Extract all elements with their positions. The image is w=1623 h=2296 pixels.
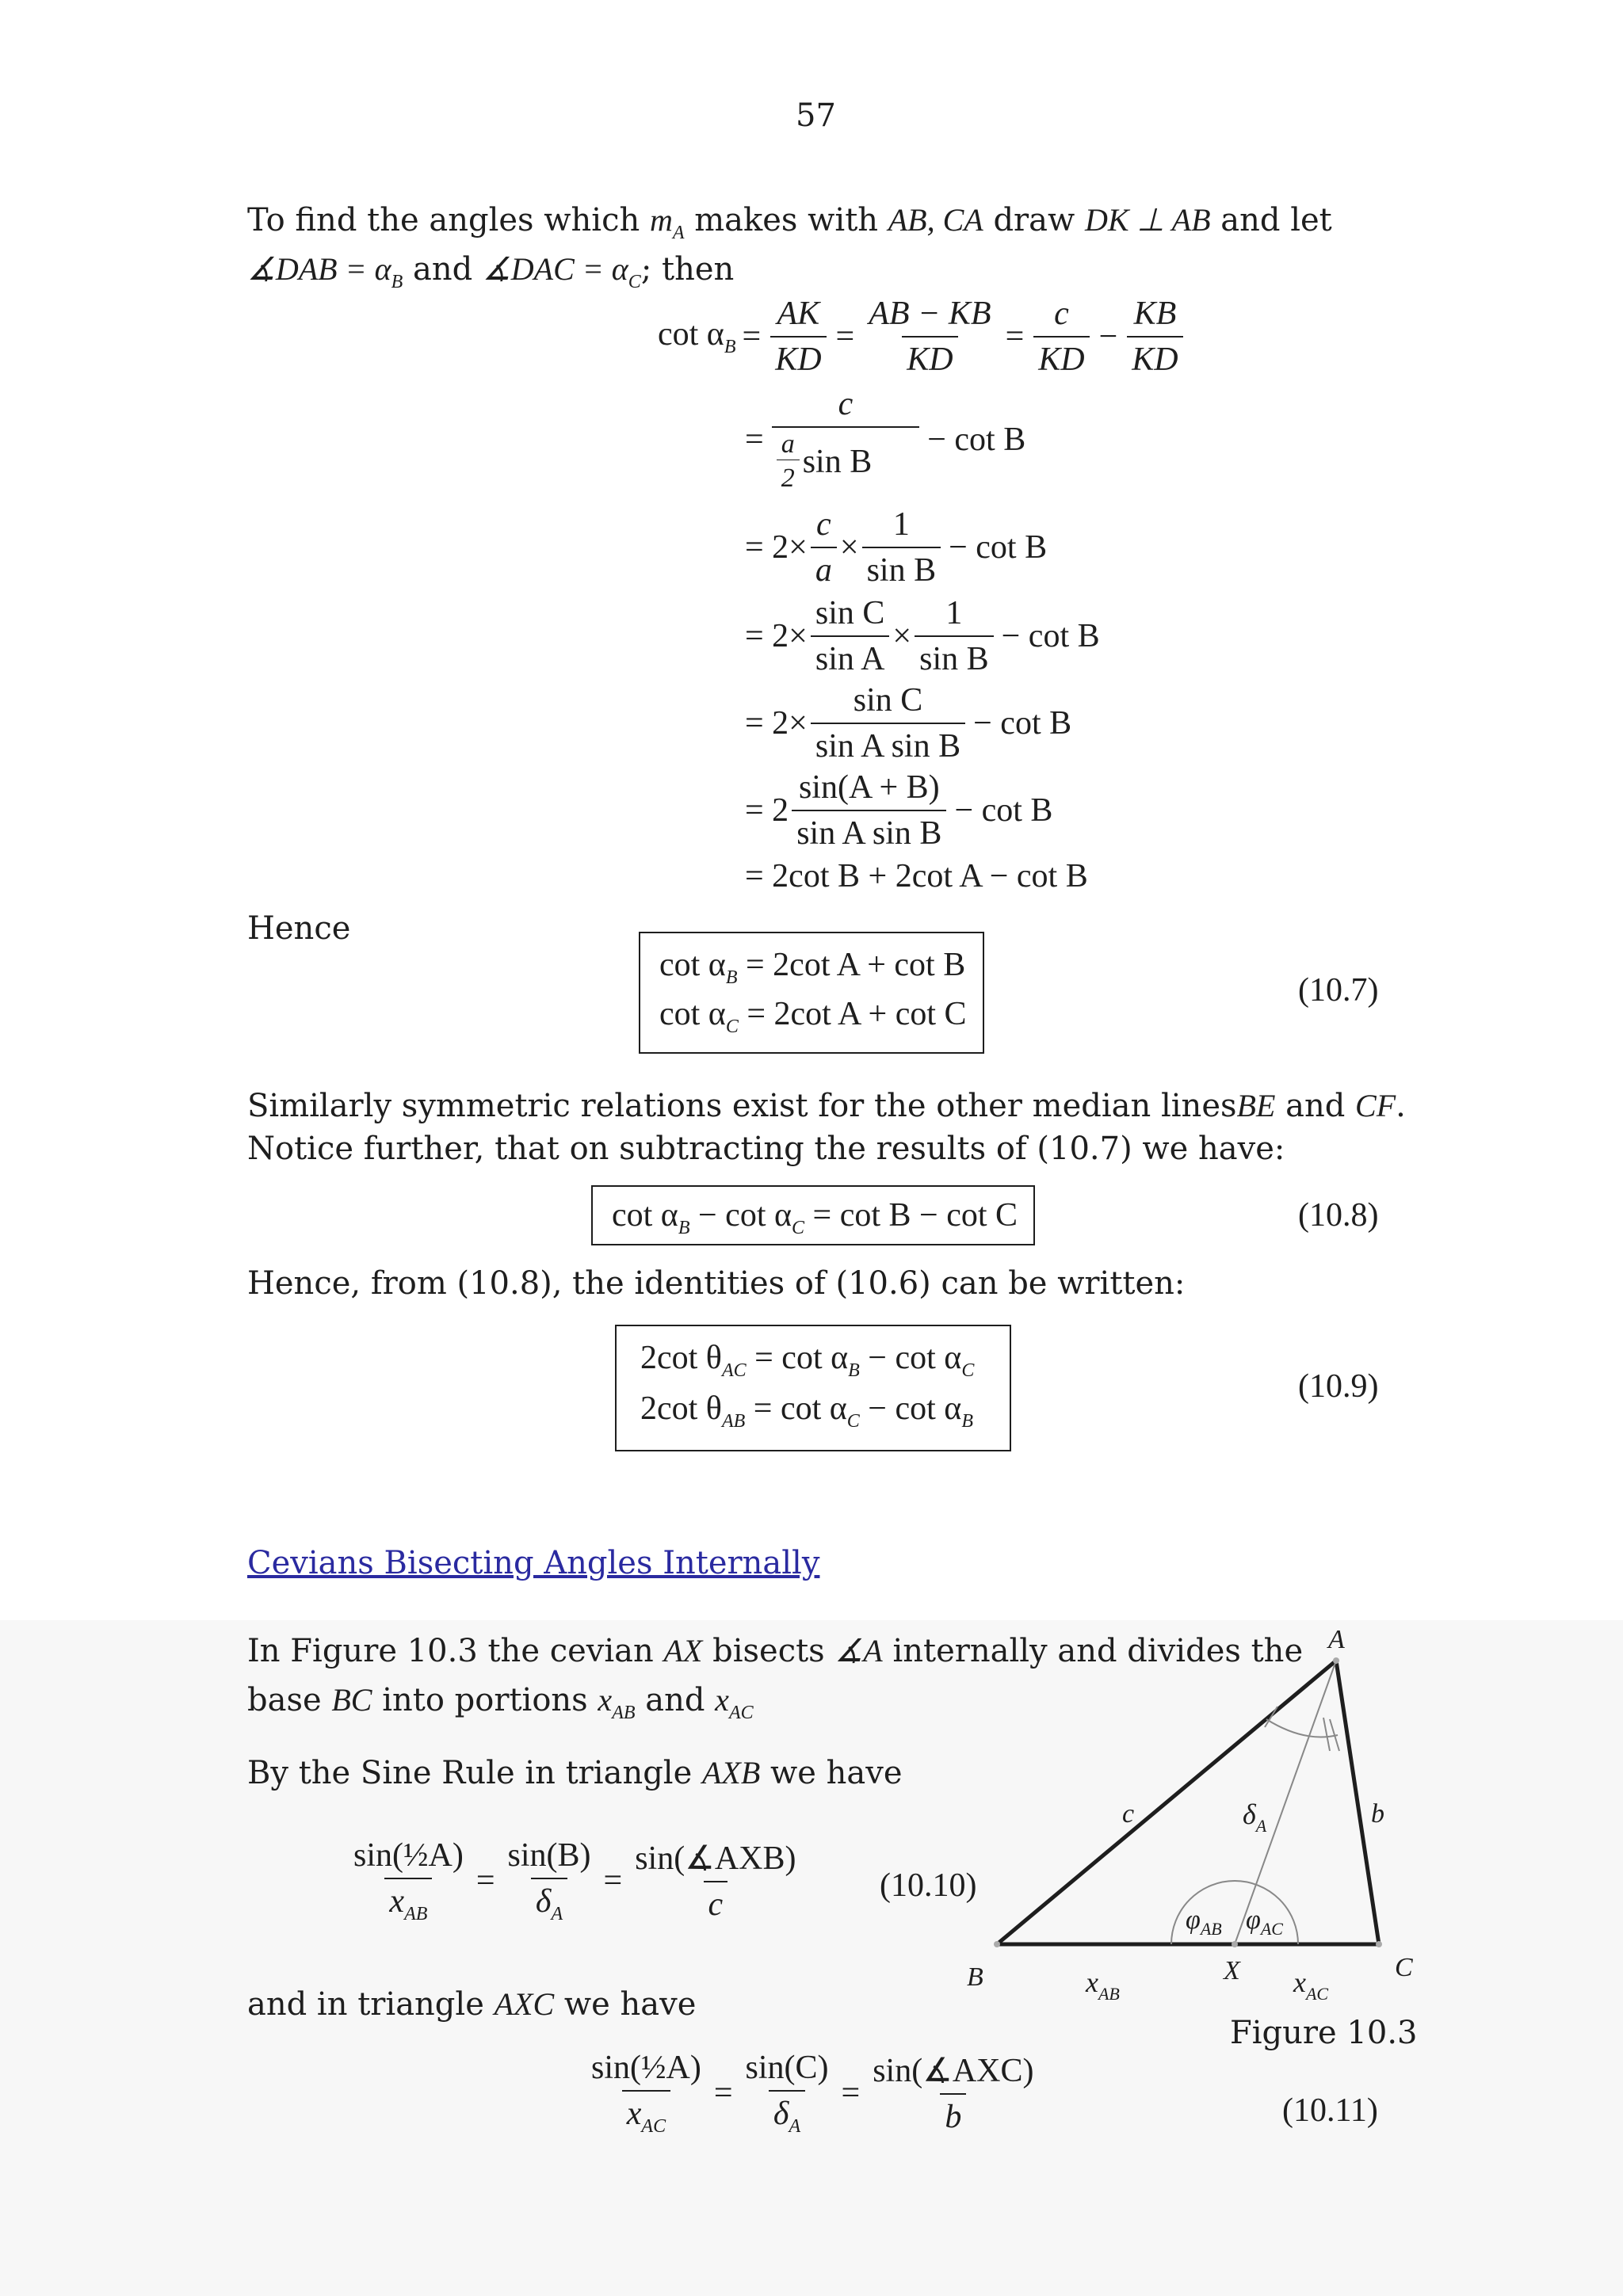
fraction-sinc-sina: $\frac{\text{sin C}}{\text{sin A}}$ <box>811 594 890 678</box>
intro-dk-perp: DK ⊥ AB <box>1084 202 1211 238</box>
fraction-ak-kd: $\frac{AK}{KD}$ <box>770 295 826 379</box>
point-x-label: X <box>1224 1956 1240 1985</box>
para-symmetric-line-2: Notice further, that on subtracting the results of (10.7) we have: <box>247 1131 1285 1167</box>
hence-label: Hence <box>247 910 351 947</box>
eq-10-9-line-1: 2cot $\theta_{AC} = \cot \alpha_B - \cot \alpha_C$ <box>640 1340 975 1381</box>
eq-10-8-content: $\cot \alpha_B - \cot \alpha_C = \cot B - \cot C$ <box>612 1197 1018 1238</box>
x-ab-label: $x_{AB}$ <box>1086 1966 1120 2004</box>
vertex-a-label: A <box>1328 1625 1345 1654</box>
eq-10-10-frac-1: $\frac{\text{sin(½A)}}{x_{AB}}$ <box>353 1837 464 1924</box>
derivation-row-6: = 2 $\frac{\sin(A + B)}{\text{sin A sin B}}$ − cot B <box>745 769 1053 852</box>
derivation-row-4: = 2× $\frac{\text{sin C}}{\text{sin A}}$ × $\frac{1}{\text{sin B}}$ − cot B <box>745 595 1100 677</box>
side-b-label: b <box>1371 1799 1384 1829</box>
fraction-1-sinb: $\frac{1}{\text{sin B}}$ <box>862 505 941 589</box>
equation-number-10-11: (10.11) <box>1282 2092 1378 2129</box>
side-c-label: c <box>1122 1799 1135 1829</box>
para-cevian-line-2: base BC into portions $x_{AB}$ and $x_{AC}$ <box>247 1682 754 1723</box>
eq-10-7-line-2: $\cot \alpha_C = 2\cot$ A + cot C <box>659 996 967 1037</box>
x-ac-label: $x_{AC}$ <box>1293 1966 1329 2004</box>
equation-10-11: $\frac{\text{sin(½A)}}{x_{AC}}$ = $\frac{\sin(C)}{\delta_A}$ = $\frac{\text{sin(∡AXC)}}{b}$ <box>583 2049 1042 2138</box>
intro-line-1 <box>247 200 1332 254</box>
fraction-1-sinb: $\frac{1}{\text{sin B}}$ <box>915 594 994 678</box>
minus-cot-b: − cot B <box>927 421 1026 458</box>
fraction-c-a: $\frac{c}{a}$ <box>811 505 837 589</box>
fraction-sinapb-sinasinb: $\frac{\sin(A + B)}{\text{sin A sin B}}$ <box>792 769 946 852</box>
figure-10-3-triangle <box>951 1624 1442 2036</box>
eq-10-7-line-1: $\cot \alpha_B = 2\cot$ A + cot B <box>659 947 966 988</box>
derivation-row-2: = c $\frac{a}{2}$ sin B − cot B <box>745 386 1026 493</box>
equation-10-10: $\frac{\text{sin(½A)}}{x_{AB}}$ = $\frac{\sin(B)}{\delta_A}$ = $\frac{\text{sin(∡AXB)}}{c}$ <box>346 1836 804 1925</box>
equation-number-10-9: (10.9) <box>1298 1368 1379 1405</box>
intro-draw: draw <box>993 202 1075 238</box>
derivation-row-5: = 2× $\frac{\text{sin C}}{\text{sin A sin B}}$ − cot B <box>745 682 1072 765</box>
fraction-sinc-sinasinb: $\frac{\text{sin C}}{\text{sin A sin B}}$ <box>811 681 965 765</box>
eq-10-11-frac-1: $\frac{\text{sin(½A)}}{x_{AC}}$ <box>591 2050 701 2137</box>
intro-then: ; then <box>640 251 735 288</box>
equation-box-10-7 <box>639 932 984 1054</box>
intro-and: and <box>413 251 473 288</box>
intro-text-b: makes with <box>694 202 879 238</box>
para-cevian-line-1: In Figure 10.3 the cevian AX bisects ∡A internally and divides the <box>247 1633 1304 1669</box>
phi-ac-label: $\varphi_{AC}$ <box>1246 1905 1283 1939</box>
derivation-row-1: $\cot \alpha_B$ = $\frac{AK}{KD}$ = $\frac{AB - KB}{KD}$ = $\frac{c}{KD}$ − $\frac{KB}{KD}$ <box>658 295 1186 379</box>
intro-ab-ca: AB, CA <box>888 202 983 238</box>
delta-a-label: $\delta_A$ <box>1243 1798 1267 1836</box>
eq-10-10-frac-2: $\frac{\sin(B)}{\delta_A}$ <box>507 1837 591 1924</box>
fraction-ab-kb-kd: $\frac{AB - KB}{KD}$ <box>869 296 991 378</box>
equation-number-10-7: (10.7) <box>1298 972 1379 1009</box>
intro-text-a: To find the angles which <box>247 202 640 238</box>
angle-dab: ∡DAB = $\alpha_B$ <box>247 251 403 292</box>
vertex-b-label: B <box>967 1962 983 1992</box>
derivation-row-7: = 2cot B + 2cot A − cot B <box>745 858 1088 894</box>
fraction-c-over-half-a-sinb: c $\frac{a}{2}$ sin B <box>772 385 920 494</box>
eq-10-11-frac-2: $\frac{\sin(C)}{\delta_A}$ <box>745 2050 829 2137</box>
equation-number-10-8: (10.8) <box>1298 1197 1379 1234</box>
angle-dac: ∡DAC = $\alpha_C$ <box>482 251 641 292</box>
eq-10-10-frac-3: $\frac{\text{sin(∡AXB)}}{c}$ <box>635 1840 796 1923</box>
cot-alpha-b-lhs: $\cot \alpha_B$ <box>658 316 736 357</box>
para-symmetric-line-1: Similarly symmetric relations exist for the other median linesBE and CF. <box>247 1088 1406 1124</box>
equation-box-10-9 <box>615 1325 1011 1451</box>
eq-10-9-line-2: 2cot $\theta_{AB} = \cot \alpha_C - \cot \alpha_B$ <box>640 1390 973 1432</box>
vertex-c-label: C <box>1395 1953 1413 1982</box>
intro-m: $m_A$ <box>649 202 685 243</box>
phi-ab-label: $\varphi_{AB}$ <box>1186 1905 1222 1939</box>
fraction-kb-kd: $\frac{KB}{KD}$ <box>1127 295 1182 379</box>
eq-10-11-frac-3: $\frac{\text{sin(∡AXC)}}{b}$ <box>873 2053 1034 2135</box>
derivation-row-3: = 2× $\frac{c}{a}$ × $\frac{1}{\text{sin B}}$ − cot B <box>745 506 1048 589</box>
page-number: 57 <box>796 97 836 134</box>
equation-box-10-8 <box>591 1185 1035 1245</box>
equation-number-10-10: (10.10) <box>880 1867 977 1904</box>
intro-and-let: and let <box>1220 202 1332 238</box>
para-sine-rule-axb: By the Sine Rule in triangle AXB we have <box>247 1755 903 1791</box>
para-triangle-axc: and in triangle AXC we have <box>247 1986 697 2023</box>
fraction-c-kd: $\frac{c}{KD}$ <box>1033 295 1089 379</box>
figure-caption: Figure 10.3 <box>1230 2015 1418 2051</box>
section-heading-link[interactable]: Cevians Bisecting Angles Internally <box>247 1545 820 1581</box>
para-hence-identities: Hence, from (10.8), the identities of (10.6) can be written: <box>247 1265 1186 1302</box>
